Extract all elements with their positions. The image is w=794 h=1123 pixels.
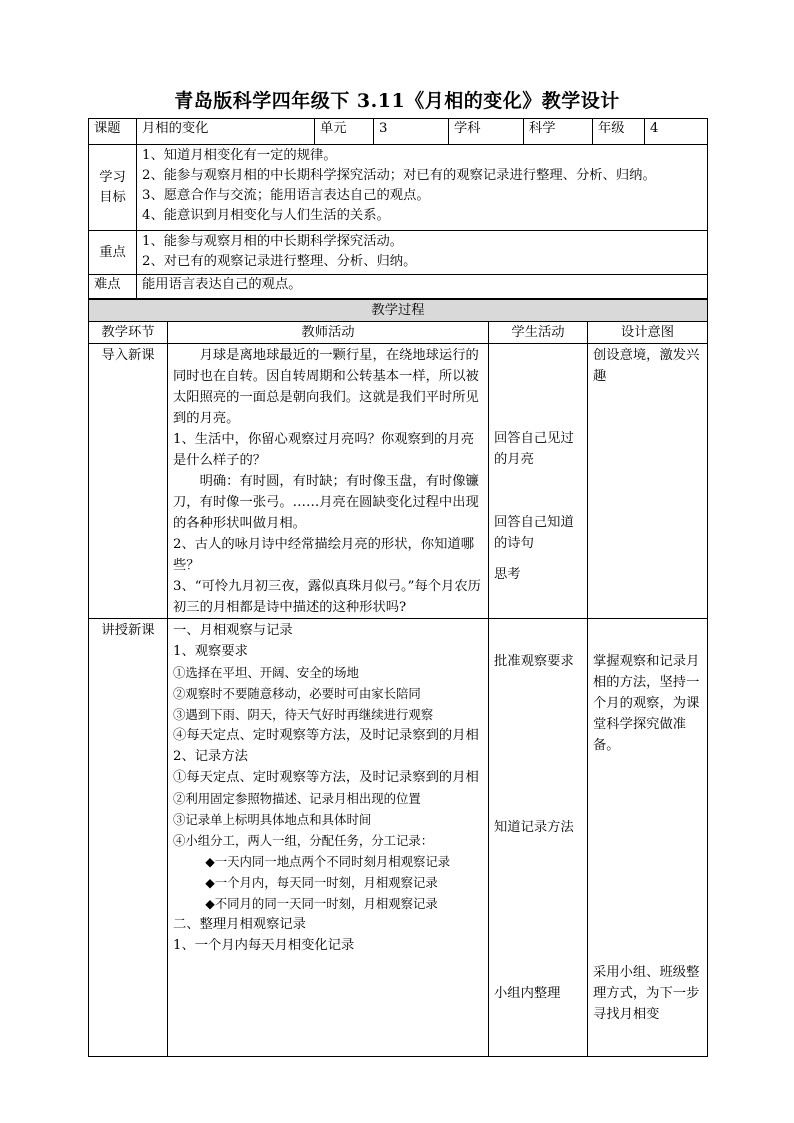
- new-intent: [588, 619, 708, 1057]
- requirement-item: ①选择在平坦、开阔、安全的场地: [173, 665, 359, 680]
- goal-item: 1、知道月相变化有一定的规律。: [142, 148, 337, 163]
- intro-intent: 创设意境，激发兴趣: [588, 344, 708, 619]
- intro-question: 3、“可怜九月初三夜，露似真珠月似弓。”每个月农历初三的月相都是诗中描述的这种形状吗?: [173, 579, 481, 615]
- student-activity: 思考: [494, 567, 521, 582]
- header-stage: 教学环节: [89, 322, 168, 344]
- goal-item: 4、能意识到月相变化与人们生活的关系。: [142, 208, 390, 223]
- intro-answer: 明确：有时圆，有时缺；有时像玉盘，有时像镰刀，有时像一张弓。……月亮在圆缺变化过程中出现的各种形状叫做月相。: [173, 474, 479, 531]
- student-activity: 小组内整理: [494, 986, 561, 1001]
- requirement-item: ③遇到下雨、阴天，待天气好时再继续进行观察: [173, 707, 434, 722]
- intro-question: 2、古人的咏月诗中经常描绘月亮的形状，你知道哪些？: [173, 537, 474, 573]
- bullet-item: ◆一个月内，每天同一时刻，月相观察记录: [205, 875, 438, 890]
- subsection-heading: 1、观察要求: [173, 644, 248, 659]
- intro-teacher: [168, 344, 489, 619]
- subsection-heading: 2、记录方法: [173, 749, 248, 764]
- new-student: [489, 619, 588, 1057]
- intent-text: 掌握观察和记录月相的方法，坚持一个月的观察，为课堂科学探究做准备。: [593, 654, 700, 753]
- topic-label: 课题: [89, 119, 137, 145]
- topic-value: 月相的变化: [137, 119, 315, 145]
- bullet-item: ◆一天内同一地点两个不同时刻月相观察记录: [205, 854, 451, 869]
- key-cell: [137, 231, 708, 275]
- process-band: 教学过程: [89, 300, 708, 322]
- student-activity: 回答自己见过的月亮: [494, 431, 574, 467]
- key-label: 重点: [89, 231, 137, 275]
- intro-student: [489, 344, 588, 619]
- record-item: ④小组分工，两人一组，分配任务，分工记录：: [173, 833, 434, 848]
- requirement-item: ②观察时不要随意移动，必要时可由家长陪同: [173, 686, 421, 701]
- new-teacher: [168, 619, 489, 1057]
- difficulty-label: 难点: [89, 275, 137, 299]
- new-stage: 讲授新课: [89, 619, 168, 1057]
- section-heading: 一、月相观察与记录: [173, 623, 293, 638]
- goal-item: 2、能参与观察月相的中长期科学探究活动；对已有的观察记录进行整理、分析、归纳。: [142, 168, 656, 183]
- student-activity: 批准观察要求: [494, 654, 574, 669]
- record-item: ③记录单上标明具体地点和具体时间: [173, 812, 372, 827]
- intro-stage: 导入新课: [89, 344, 168, 619]
- subject-label: 学科: [449, 119, 524, 145]
- header-student: 学生活动: [489, 322, 588, 344]
- grade-label: 年级: [593, 119, 645, 145]
- grade-value: 4: [645, 119, 708, 145]
- unit-label: 单元: [315, 119, 374, 145]
- header-intent: 设计意图: [588, 322, 708, 344]
- difficulty-value: 能用语言表达自己的观点。: [137, 275, 708, 299]
- record-item: ①每天定点、定时观察等方法，及时记录察到的月相: [173, 770, 479, 785]
- document-title: 青岛版科学四年级下 3.11《月相的变化》教学设计: [174, 90, 620, 112]
- student-activity: 知道记录方法: [494, 820, 574, 835]
- goal-item: 3、愿意合作与交流；能用语言表达自己的观点。: [142, 188, 430, 203]
- intro-question: 1、生活中，你留心观察过月亮吗？你观察到的月亮是什么样子的？: [173, 432, 474, 468]
- goals-cell: [137, 145, 708, 231]
- subsection-heading: 1、一个月内每天月相变化记录: [173, 938, 355, 953]
- intro-paragraph: 月球是离地球最近的一颗行星，在绕地球运行的同时也在自转。因自转周期和公转基本一样，所以被太阳照亮的一面总是朝向我们。这就是我们平时所见到的月亮。: [173, 348, 479, 426]
- process-table: [88, 299, 708, 1057]
- key-item: 2、对已有的观察记录进行整理、分析、归纳。: [142, 254, 417, 269]
- goals-label: 学习目标: [89, 145, 137, 231]
- section-heading: 二、整理月相观察记录: [173, 917, 306, 932]
- info-table: [88, 118, 708, 299]
- header-teacher: 教师活动: [168, 322, 489, 344]
- unit-value: 3: [374, 119, 449, 145]
- intent-text: 采用小组、班级整理方式，为下一步寻找月相变: [593, 965, 700, 1022]
- requirement-item: ④每天定点、定时观察等方法，及时记录察到的月相: [173, 728, 479, 743]
- subject-value: 科学: [524, 119, 593, 145]
- key-item: 1、能参与观察月相的中长期科学探究活动。: [142, 234, 404, 249]
- bullet-item: ◆不同月的同一天同一时刻，月相观察记录: [205, 896, 438, 911]
- student-activity: 回答自己知道的诗句: [494, 515, 574, 551]
- record-item: ②利用固定参照物描述、记录月相出现的位置: [173, 791, 421, 806]
